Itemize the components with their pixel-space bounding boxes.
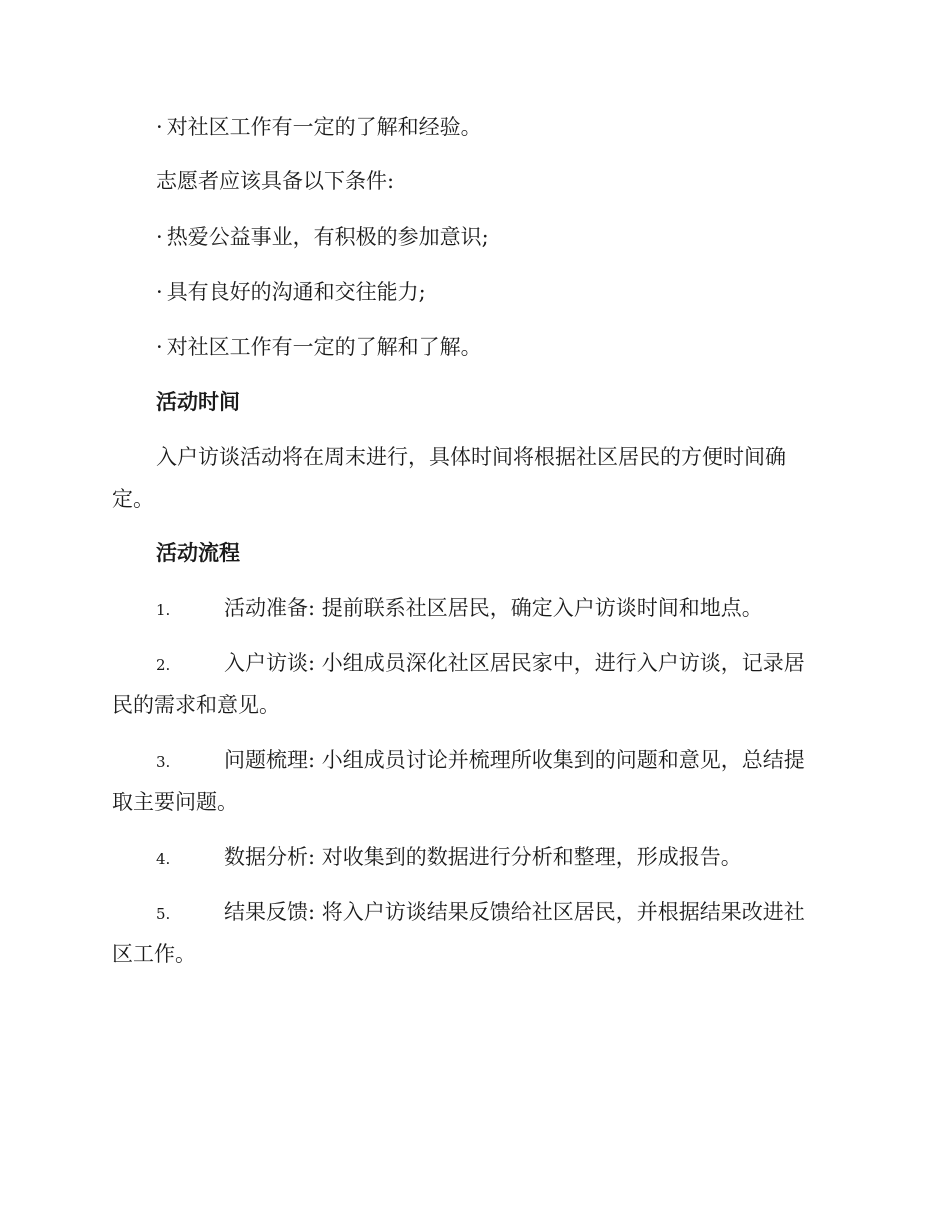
- bullet-item: [156, 277, 950, 307]
- paragraph-line-continued: 定。: [112, 487, 154, 511]
- paragraph: 志愿者应该具备以下条件:: [156, 169, 395, 193]
- numbered-item: [156, 745, 950, 777]
- bullet-dot: ·: [156, 225, 163, 249]
- item-text-continued: 取主要问题。: [112, 790, 238, 814]
- item-text: 活动准备: 提前联系社区居民，确定入户访谈时间和地点。: [224, 596, 763, 620]
- paragraph-line: 入户访谈活动将在周末进行，具体时间将根据社区居民的方便时间确: [156, 445, 786, 469]
- item-number: 2.: [156, 656, 171, 674]
- bullet-item: [156, 112, 950, 142]
- item-number: 1.: [156, 601, 171, 619]
- item-number: 5.: [156, 905, 171, 923]
- bullet-item: [156, 222, 950, 252]
- item-text: 问题梳理: 小组成员讨论并梳理所收集到的问题和意见，总结提: [224, 748, 805, 772]
- item-number: 3.: [156, 753, 171, 771]
- item-text-continued: 区工作。: [112, 942, 196, 966]
- bullet-item: [156, 332, 950, 362]
- item-text: 结果反馈: 将入户访谈结果反馈给社区居民，并根据结果改进社: [224, 900, 805, 924]
- bullet-dot: ·: [156, 280, 163, 304]
- bullet-dot: ·: [156, 115, 163, 139]
- item-text: 入户访谈: 小组成员深化社区居民家中，进行入户访谈，记录居: [224, 651, 805, 675]
- numbered-item: [156, 897, 950, 929]
- numbered-item: [156, 648, 950, 680]
- item-number: 4.: [156, 850, 171, 868]
- item-text: 数据分析: 对收集到的数据进行分析和整理，形成报告。: [224, 845, 742, 869]
- item-text-continued: 民的需求和意见。: [112, 693, 280, 717]
- bullet-text: 具有良好的沟通和交往能力;: [166, 280, 426, 304]
- bullet-text: 对社区工作有一定的了解和经验。: [166, 115, 482, 139]
- bullet-dot: ·: [156, 335, 163, 359]
- section-heading-process: 活动流程: [156, 540, 240, 565]
- numbered-item: [156, 842, 950, 874]
- bullet-text: 对社区工作有一定的了解和了解。: [166, 335, 482, 359]
- numbered-item: [156, 593, 950, 625]
- bullet-text: 热爱公益事业，有积极的参加意识;: [166, 225, 489, 249]
- section-heading-time: 活动时间: [156, 389, 240, 414]
